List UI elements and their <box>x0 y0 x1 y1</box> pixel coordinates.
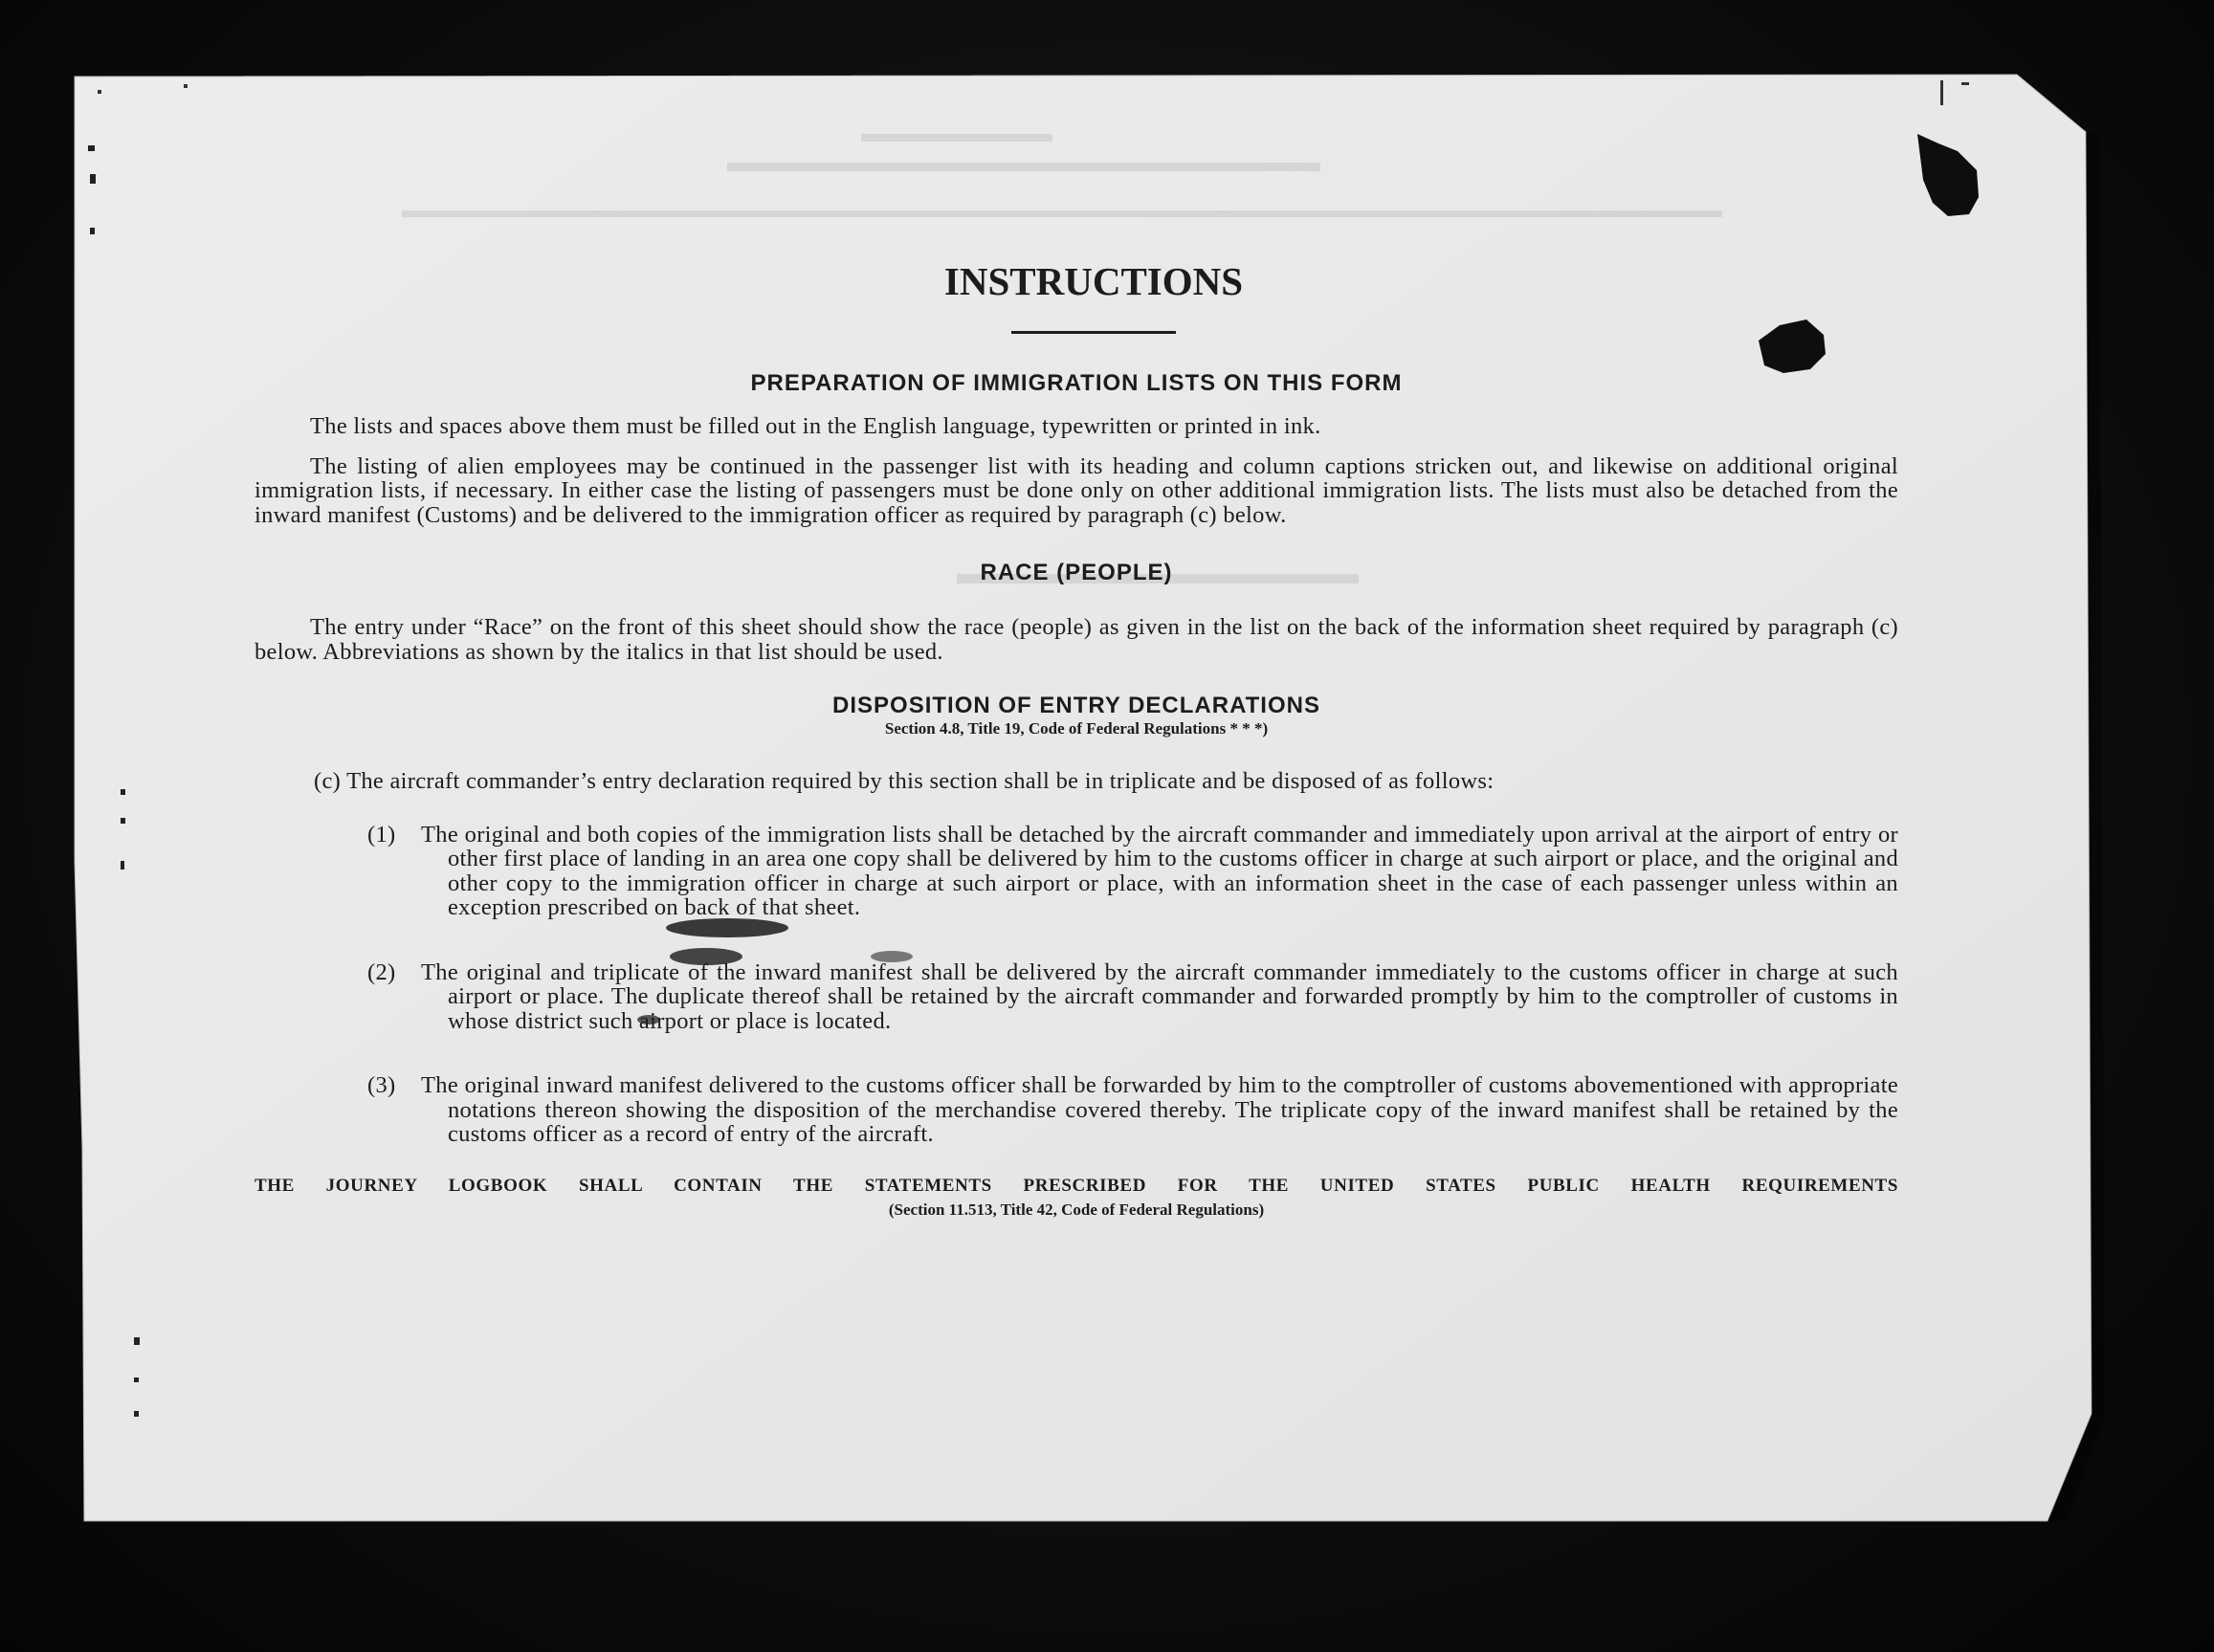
disposition-item <box>255 1073 1898 1147</box>
disposition-item <box>255 960 1898 1034</box>
disposition-item <box>255 823 1898 920</box>
footer-heading: THE JOURNEY LOGBOOK SHALL CONTAIN THE STATEMENTS PRESCRIBED FOR THE UNITED STATES PUBLIC HEALTH REQUIREMENTS <box>255 1175 1898 1196</box>
page-title: INSTRUCTIONS <box>943 259 1244 303</box>
race-paragraph: The entry under “Race” on the front of this sheet should show the race (people) as given in the list on the back of the information sheet required by paragraph (c) below. Abbreviations as shown by the italics in that list should be used. <box>255 614 1898 665</box>
preparation-paragraph-1: The lists and spaces above them must be filled out in the English language, typewritten or printed in ink. <box>310 413 1321 439</box>
item-number: (2) <box>367 958 396 985</box>
document-content <box>255 239 1898 1220</box>
disposition-heading: DISPOSITION OF ENTRY DECLARATIONS <box>832 693 1320 718</box>
item-text: The original inward manifest delivered to the customs officer shall be forwarded by him to the comptroller of customs abovementioned with appropriate notations thereon showing the disposition of the merchandise covered thereby. The triplicate copy of the inward manifest shall be retained by the customs officer as a record of entry of the aircraft. <box>421 1072 1898 1147</box>
footer-subheading: (Section 11.513, Title 42, Code of Federal Regulations) <box>888 1200 1265 1219</box>
race-heading: RACE (PEOPLE) <box>980 560 1173 585</box>
preparation-paragraph-2: The listing of alien employees may be continued in the passenger list with its heading and column captions stricken out, and likewise on additional original immigration lists, if necessary. In either case the listing of passengers must be done only on other additional immigration lists. The lists must also be detached from the inward manifest (Customs) and be delivered to the immigration officer as required by paragraph (c) below. <box>255 452 1898 528</box>
item-text: The original and triplicate of the inward manifest shall be delivered by the aircraft commander immediately to the customs officer in charge at such airport or place. The duplicate thereof shall be retained by the aircraft commander and forwarded promptly by him to the comptroller of customs in whose district such airport or place is located. <box>421 958 1898 1034</box>
item-number: (1) <box>367 821 396 848</box>
preparation-heading: PREPARATION OF IMMIGRATION LISTS ON THIS FORM <box>750 370 1403 396</box>
disposition-subheading: Section 4.8, Title 19, Code of Federal Regulations * * *) <box>884 719 1269 738</box>
title-divider <box>1011 331 1176 334</box>
item-number: (3) <box>367 1072 396 1098</box>
disposition-intro: (c) The aircraft commander’s entry declaration required by this section shall be in triplicate and be disposed of as follows: <box>314 768 1494 794</box>
item-text: The original and both copies of the immigration lists shall be detached by the aircraft commander and immediately upon arrival at the airport of entry or other first place of landing in an area one copy shall be delivered by him to the customs officer in charge at such airport or place, and the original and other copy to the immigration officer in charge at such airport or place, with an information sheet in the case of each passenger unless within an exception prescribed on back of that sheet. <box>421 821 1898 920</box>
